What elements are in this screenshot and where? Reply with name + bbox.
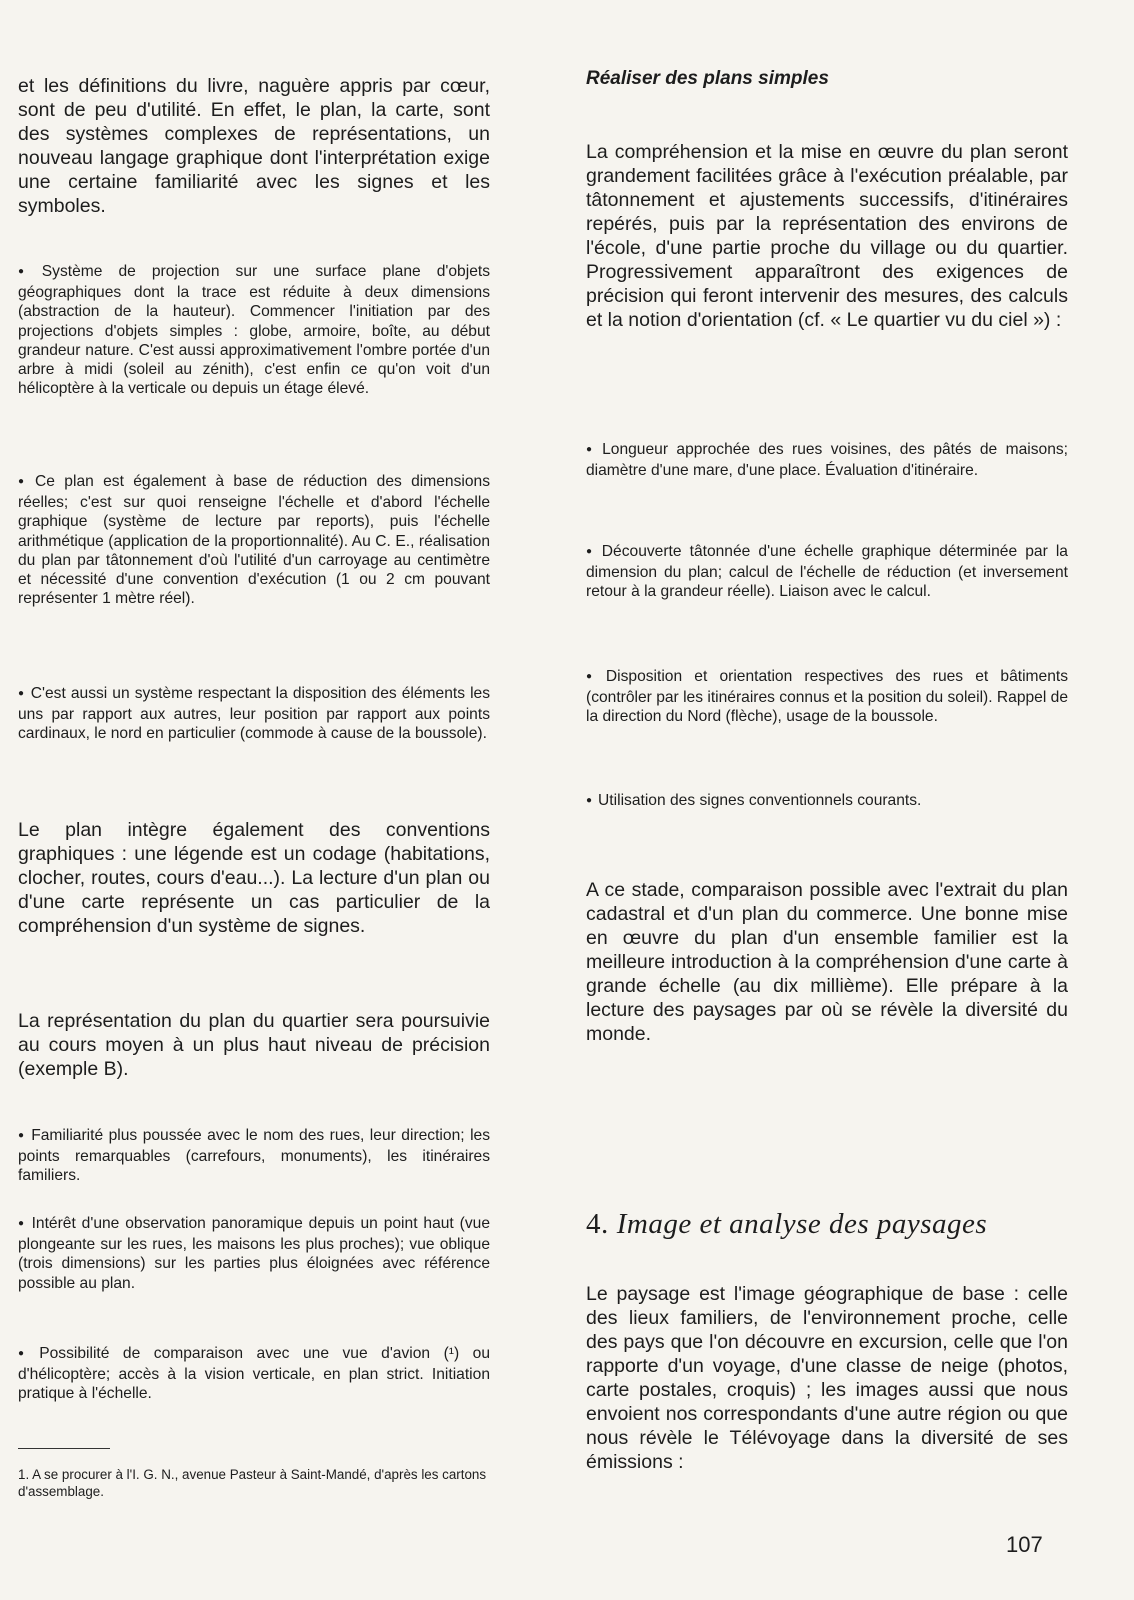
conventions-paragraph: Le plan intègre également des conventions graphiques : une légende est un codage (habitations, clocher, routes, cours d'eau...). La lecture d'un plan ou d'une carte représente un cas particulier de la compréhension d'un système de signes. <box>18 819 490 937</box>
comprehension-paragraph: La compréhension et la mise en œuvre du plan seront grandement facilitées grâce à l'exécution préalable, par tâtonnement et ajustements successifs, d'itinéraires repérés, puis par la représentation des environs de l'école, d'une partie proche du village ou du quartier. Progressivement apparaîtront des exigences de précision qui feront intervenir des mesures, des calculs et la notion d'orientation (cf. « Le quartier vu du ciel ») : <box>586 141 1068 331</box>
bullet-observation: ● Intérêt d'une observation panoramique depuis un point haut (vue plongeante sur les rues, les maisons les plus proches); vue oblique (trois dimensions) sur les parties plus éloignées avec référence possible au plan. <box>18 1214 490 1293</box>
footnote-rule <box>18 1448 110 1449</box>
bullet-familiarite: ● Familiarité plus poussée avec le nom des rues, leur direction; les points remarquables (carrefours, monuments), les itinéraires familiers. <box>18 1126 490 1186</box>
section-heading <box>586 1208 1068 1241</box>
subheading-plans-simples: Réaliser des plans simples <box>586 68 829 89</box>
page-number: 107 <box>1006 1532 1043 1557</box>
bullet-disposition-rues: ● Disposition et orientation respectives des rues et bâtiments (contrôler par les itinéraires connus et la position du soleil). Rappel de la direction du Nord (flèche), usage de la boussole. <box>586 667 1068 727</box>
bullet-projection: ● Système de projection sur une surface plane d'objets géographiques dont la trace est réduite à deux dimensions (abstraction de la hauteur). Commencer l'initiation par des projections d'objets simples : globe, armoire, boîte, au début grandeur nature. C'est aussi approximativement l'ombre portée d'un arbre à midi (soleil au zénith), c'est enfin ce qu'on voit d'un hélicoptère à la verticale ou depuis un étage élevé. <box>18 262 490 398</box>
ce-stade-paragraph: A ce stade, comparaison possible avec l'extrait du plan cadastral et d'un plan du commerce. Une bonne mise en œuvre du plan d'un ensemble familier est la meilleure introduction à la compréhension d'une carte à grande échelle (au dix millième). Elle prépare à la lecture des paysages par où se révèle la diversité du monde. <box>586 879 1068 1045</box>
bullet-disposition: ● C'est aussi un système respectant la disposition des éléments les uns par rapport aux autres, leur position par rapport aux points cardinaux, le nord en particulier (commode à cause de la boussole). <box>18 684 490 744</box>
cours-moyen-paragraph: La représentation du plan du quartier sera poursuivie au cours moyen à un plus haut niveau de précision (exemple B). <box>18 1010 490 1080</box>
bullet-longueur: ● Longueur approchée des rues voisines, des pâtés de maisons; diamètre d'une mare, d'une place. Évaluation d'itinéraire. <box>586 440 1068 480</box>
intro-paragraph: et les définitions du livre, naguère appris par cœur, sont de peu d'utilité. En effet, le plan, la carte, sont des systèmes complexes de représentations, un nouveau langage graphique dont l'interprétation exige une certaine familiarité avec les signes et les symboles. <box>18 75 490 217</box>
footnote: 1. A se procurer à l'I. G. N., avenue Pasteur à Saint-Mandé, d'après les cartons d'assemblage. <box>18 1467 487 1499</box>
bullet-reduction: ● Ce plan est également à base de réduction des dimensions réelles; c'est sur quoi renseigne l'échelle et d'abord l'échelle graphique (système de lecture par reports), puis l'échelle arithmétique (application de la proportionnalité). Au C. E., réalisation du plan par tâtonnement d'où l'utilité d'un carroyage au centimètre et nécessité d'une convention d'exécution (1 ou 2 cm pouvant représenter 1 mètre réel). <box>18 472 490 608</box>
bullet-signes: ● Utilisation des signes conventionnels courants. <box>586 791 1068 812</box>
bullet-echelle: ● Découverte tâtonnée d'une échelle graphique déterminée par la dimension du plan; calcul de l'échelle de réduction (et inversement retour à la grandeur réelle). Liaison avec le calcul. <box>586 542 1068 602</box>
section-title: Image et analyse des paysages <box>616 1208 988 1240</box>
paysage-paragraph: Le paysage est l'image géographique de base : celle des lieux familiers, de l'environnement proche, celle des pays que l'on découvre en excursion, celle que l'on rapporte d'un voyage, d'une classe de neige (photos, carte postales, croquis) ; les images aussi que nous envoient nos correspondants d'une autre région ou que nous révèle le Télévoyage dans la diversité de ses émissions : <box>586 1283 1068 1473</box>
bullet-comparaison: ● Possibilité de comparaison avec une vue d'avion (¹) ou d'hélicoptère; accès à la vision verticale, en plan strict. Initiation pratique à l'échelle. <box>18 1344 490 1404</box>
section-number: 4. <box>586 1208 609 1240</box>
